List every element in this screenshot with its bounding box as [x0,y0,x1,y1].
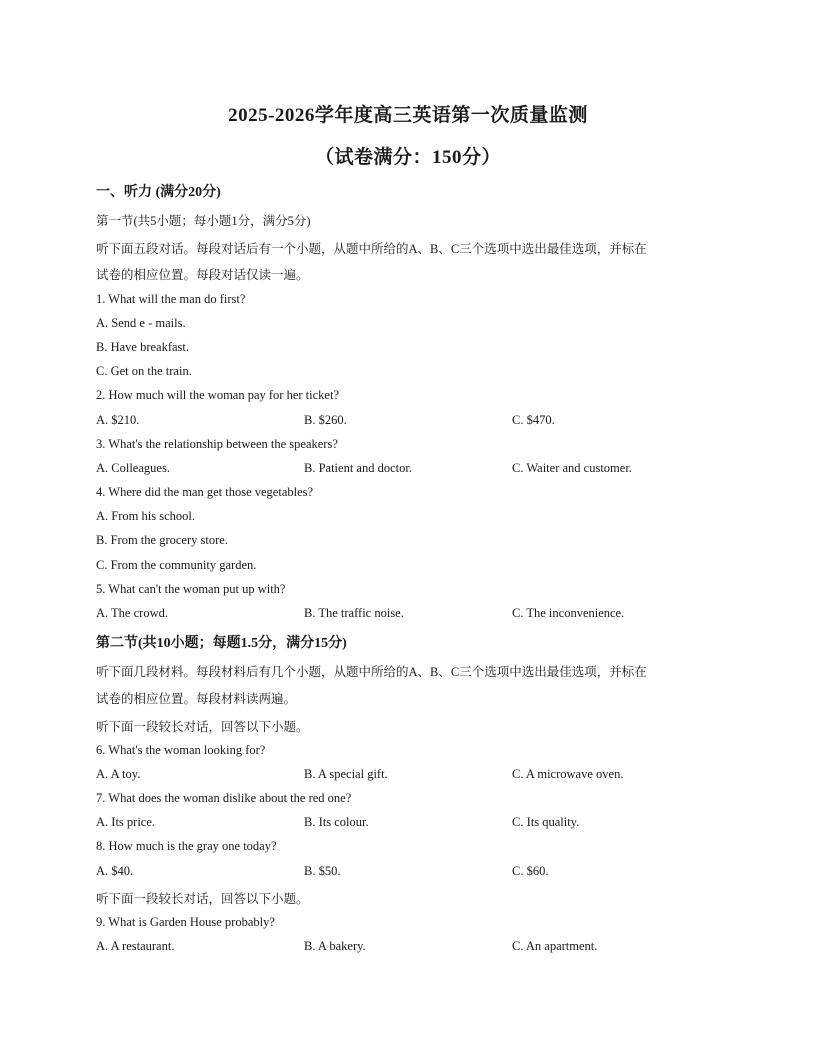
q4-option-a: A. From his school. [96,509,195,523]
section2-instruction-line1: 听下面几段材料。每段材料后有几个小题，从题中所给的A、B、C三个选项中选出最佳选项，并标在 [96,665,647,679]
q7-option-c: C. Its quality. [512,815,580,829]
q9-option-b: B. A bakery. [304,939,366,953]
q1-stem: 1. What will the man do first? [96,292,246,306]
q7-option-b: B. Its colour. [304,815,369,829]
q3-option-c: C. Waiter and customer. [512,461,632,475]
q4-stem: 4. Where did the man get those vegetables? [96,485,314,499]
q2-option-a: A. $210. [96,413,140,427]
q4-option-c: C. From the community garden. [96,558,257,572]
q8-option-b: B. $50. [304,864,341,878]
exam-subtitle: （试卷满分：150分） [314,147,501,168]
q9-stem: 9. What is Garden House probably? [96,915,275,929]
q1-option-c: C. Get on the train. [96,364,192,378]
q6-stem: 6. What's the woman looking for? [96,743,266,757]
q5-stem: 5. What can't the woman put up with? [96,582,286,596]
q5-option-a: A. The crowd. [96,606,168,620]
q8-option-c: C. $60. [512,864,549,878]
q5-option-b: B. The traffic noise. [304,606,404,620]
q9-option-a: A. A restaurant. [96,939,175,953]
q9-option-c: C. An apartment. [512,939,598,953]
q2-option-b: B. $260. [304,413,347,427]
q6-option-b: B. A special gift. [304,767,388,781]
section2-instruction-line2: 试卷的相应位置。每段材料读两遍。 [96,692,297,706]
q7-option-a: A. Its price. [96,815,156,829]
q5-option-c: C. The inconvenience. [512,606,625,620]
dialogue-intro-2: 听下面一段较长对话，回答以下小题。 [96,892,309,906]
q1-option-a: A. Send e - mails. [96,316,186,330]
q2-option-c: C. $470. [512,413,555,427]
q8-option-a: A. $40. [96,864,134,878]
q6-option-c: C. A microwave oven. [512,767,624,781]
q4-option-b: B. From the grocery store. [96,533,228,547]
q2-stem: 2. How much will the woman pay for her ticket? [96,388,339,402]
dialogue-intro-1: 听下面一段较长对话，回答以下小题。 [96,720,309,734]
exam-title: 2025-2026学年度高三英语第一次质量监测 [228,105,588,126]
section1-instruction-line2: 试卷的相应位置。每段对话仅读一遍。 [96,268,309,282]
q1-option-b: B. Have breakfast. [96,340,190,354]
q3-option-b: B. Patient and doctor. [304,461,412,475]
q3-option-a: A. Colleagues. [96,461,170,475]
q7-stem: 7. What does the woman dislike about the red one? [96,791,352,805]
q6-option-a: A. A toy. [96,767,141,781]
part1-heading: 一、听力 (满分20分) [96,185,221,200]
section1-instruction-line1: 听下面五段对话。每段对话后有一个小题，从题中所给的A、B、C三个选项中选出最佳选项，并标在 [96,242,647,256]
q3-stem: 3. What's the relationship between the speakers? [96,437,338,451]
section2-heading: 第二节(共10小题；每题1.5分，满分15分) [96,636,347,651]
q8-stem: 8. How much is the gray one today? [96,839,277,853]
section1-heading: 第一节(共5小题；每小题1分，满分5分) [96,214,311,228]
